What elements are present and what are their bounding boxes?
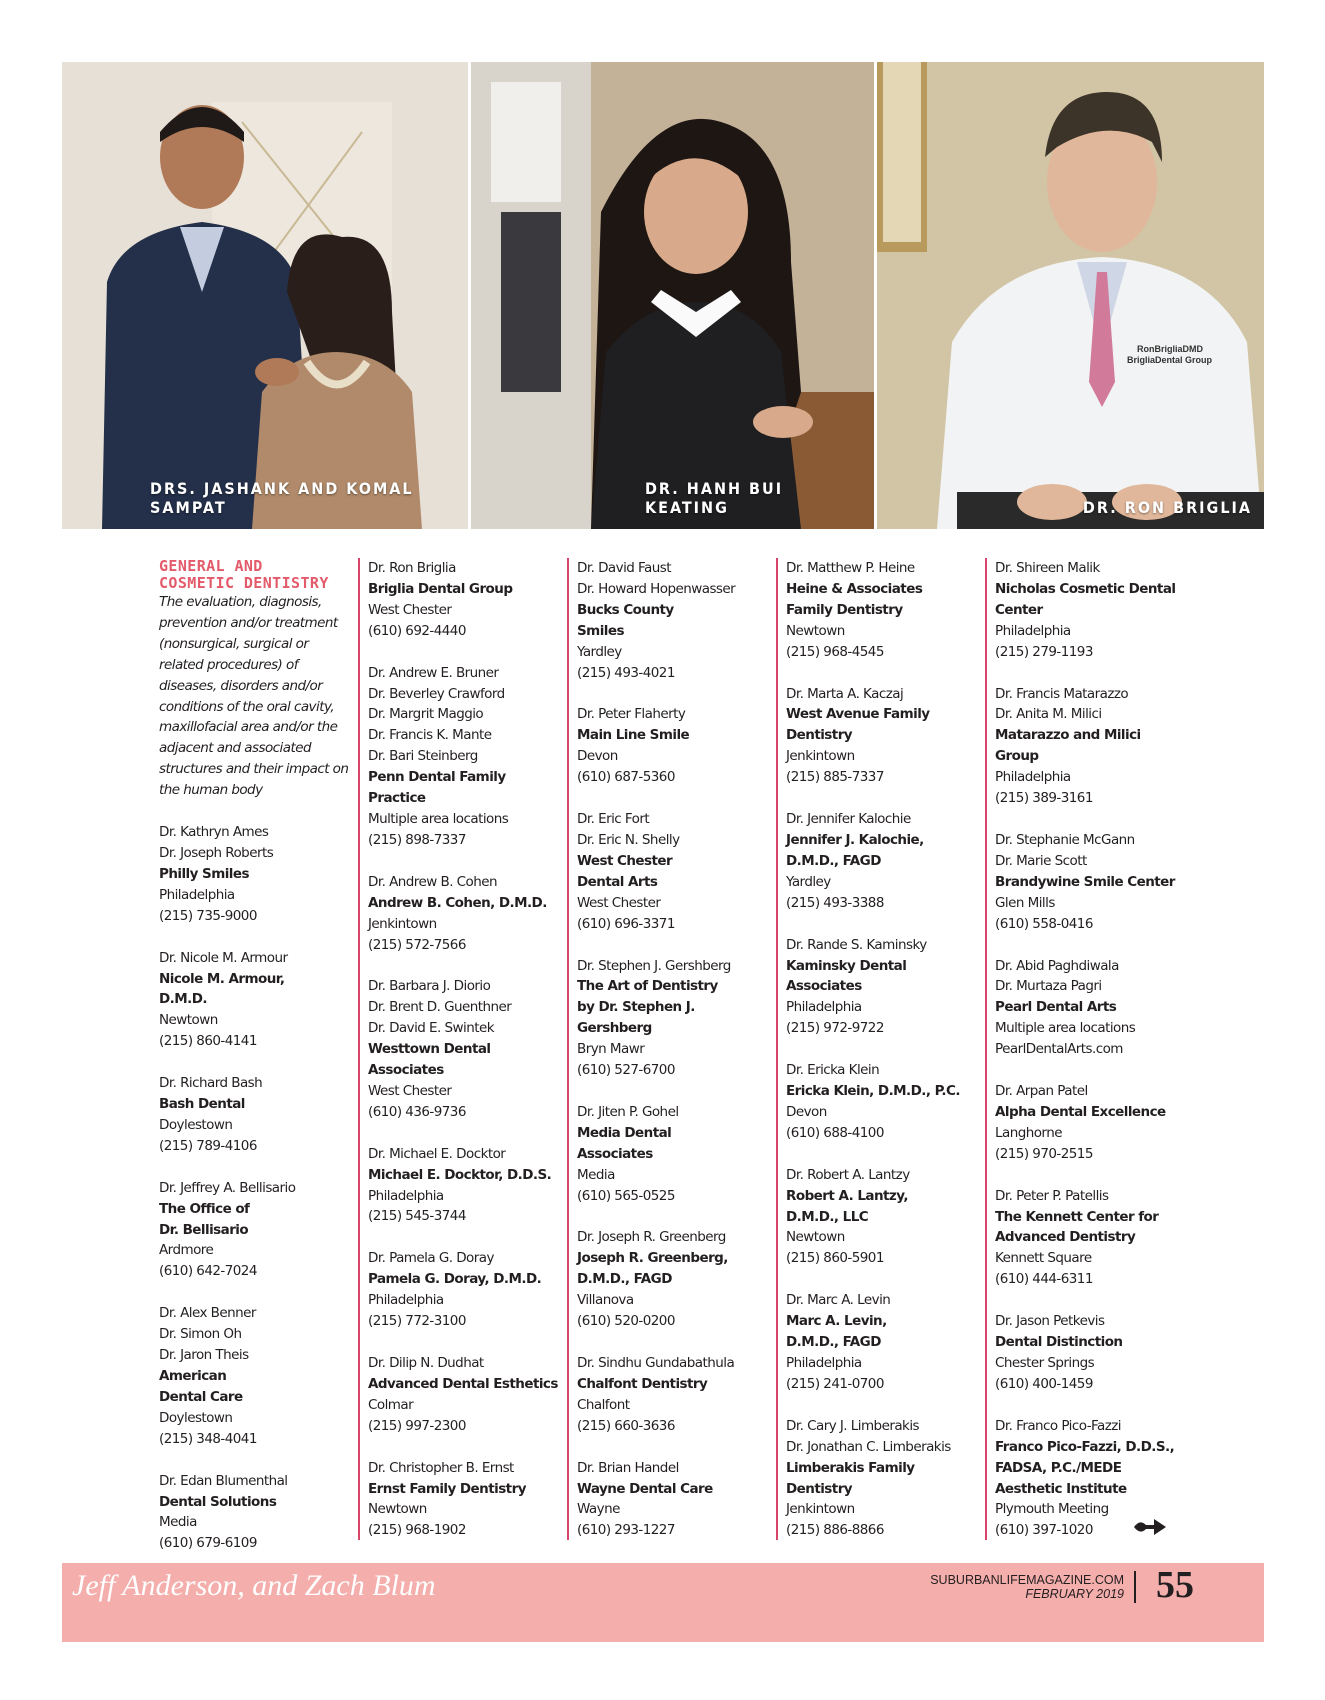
practice-location: Newtown	[368, 1501, 427, 1518]
directory-entry	[159, 1073, 354, 1157]
directory-column-2	[368, 558, 563, 1562]
page-number-divider	[1134, 1571, 1136, 1603]
practice-name: Dental Care	[159, 1388, 243, 1405]
practice-name: Main Line Smile	[577, 727, 690, 744]
directory-entry	[368, 1144, 563, 1228]
practice-name: Westtown Dental	[368, 1041, 491, 1058]
directory-entry	[159, 1178, 354, 1283]
practice-name: Associates	[577, 1145, 653, 1162]
doctor-name: Dr. Sindhu Gundabathula	[577, 1355, 735, 1371]
directory-column-4	[786, 558, 981, 1562]
practice-name: The Office of	[159, 1200, 250, 1217]
directory-entry	[577, 704, 772, 788]
doctor-name: Dr. Abid Paghdiwala	[995, 957, 1119, 974]
photo-strip	[62, 62, 1264, 529]
practice-phone: (610) 679-6109	[159, 1535, 257, 1552]
practice-name: Jennifer J. Kalochie,	[786, 831, 924, 848]
doctor-name: Dr. Cary J. Limberakis	[786, 1417, 920, 1434]
practice-name: Associates	[786, 978, 862, 995]
practice-name: Center	[995, 601, 1043, 618]
doctor-name: Dr. Marie Scott	[995, 852, 1087, 869]
directory-entry	[368, 976, 563, 1122]
doctor-name: Dr. Franco Pico-Fazzi	[995, 1417, 1121, 1434]
practice-location: West Chester	[368, 1082, 452, 1099]
practice-name: Bucks County	[577, 601, 674, 618]
doctor-name: Dr. Ron Briglia	[368, 560, 456, 576]
practice-location: Philadelphia	[368, 1292, 444, 1309]
practice-name: Ericka Klein, D.M.D., P.C.	[786, 1083, 960, 1100]
practice-name: Advanced Dental Esthetics	[368, 1375, 558, 1392]
practice-name: Philly Smiles	[159, 865, 249, 882]
doctor-name: Dr. Dilip N. Dudhat	[368, 1355, 484, 1371]
directory-entry	[786, 1416, 981, 1541]
practice-phone: (610) 520-0200	[577, 1313, 675, 1330]
directory-entry	[159, 1471, 354, 1555]
photo-briglia	[877, 62, 1264, 529]
practice-location: Plymouth Meeting	[995, 1501, 1109, 1518]
practice-phone: (215) 545-3744	[368, 1208, 466, 1225]
practice-phone: (215) 968-4545	[786, 643, 884, 660]
practice-name: Franco Pico-Fazzi, D.D.S.,	[995, 1438, 1175, 1455]
practice-name: D.M.D., LLC	[786, 1208, 869, 1225]
doctor-name: Dr. Peter Flaherty	[577, 706, 686, 723]
practice-name: Pamela G. Doray, D.M.D.	[368, 1271, 542, 1288]
directory-entry	[368, 872, 563, 956]
doctor-name: Dr. Nicole M. Armour	[159, 949, 288, 966]
practice-phone: (610) 400-1459	[995, 1375, 1093, 1392]
practice-location: Chester Springs	[995, 1355, 1095, 1371]
doctor-name: Dr. Robert A. Lantzy	[786, 1166, 910, 1183]
practice-name: Media Dental	[577, 1124, 672, 1141]
doctor-name: Dr. Barbara J. Diorio	[368, 978, 491, 995]
practice-location: Yardley	[577, 643, 622, 660]
practice-phone: (215) 660-3636	[577, 1417, 675, 1434]
practice-phone: (215) 572-7566	[368, 936, 466, 953]
practice-name: Nicole M. Armour,	[159, 970, 285, 987]
doctor-name: Dr. Arpan Patel	[995, 1083, 1088, 1100]
section-description: The evaluation, diagnosis, prevention and/or treatment (nonsurgical, surgical or related procedures) of diseases, disorders and/or conditions of the oral cavity, maxillofacial area and/or the adjacent and associated structures and their impact on the human body	[159, 594, 349, 799]
practice-name: Nicholas Cosmetic Dental	[995, 580, 1176, 597]
practice-phone: (215) 493-4021	[577, 664, 675, 681]
directory-entry	[995, 684, 1190, 809]
directory-entry	[995, 1081, 1190, 1165]
practice-phone: (215) 898-7337	[368, 831, 466, 848]
directory-entry	[159, 822, 354, 927]
practice-name: Alpha Dental Excellence	[995, 1103, 1166, 1120]
doctor-name: Dr. Jason Petkevis	[995, 1313, 1105, 1330]
photo-credit: Jeff Anderson, and Zach Blum	[72, 1569, 436, 1602]
practice-name: Marc A. Levin,	[786, 1313, 887, 1330]
doctor-name: Dr. Peter P. Patellis	[995, 1187, 1109, 1204]
doctor-name: Dr. Richard Bash	[159, 1075, 263, 1092]
practice-name: FADSA, P.C./MEDE	[995, 1459, 1122, 1476]
doctor-name: Dr. Francis K. Mante	[368, 727, 492, 744]
practice-name: American	[159, 1368, 227, 1384]
practice-phone: PearlDentalArts.com	[995, 1041, 1123, 1058]
coat-embroidery-group: BrigliaDental Group	[1126, 355, 1212, 365]
practice-name: Robert A. Lantzy,	[786, 1187, 908, 1204]
practice-name: Wayne Dental Care	[577, 1480, 713, 1497]
doctor-name: Dr. Eric N. Shelly	[577, 831, 680, 848]
photo-sampat-illustration	[62, 62, 468, 529]
practice-location: Devon	[577, 748, 618, 765]
directory-entry	[368, 1353, 563, 1437]
doctor-name: Dr. Jaron Theis	[159, 1347, 249, 1364]
practice-name: Smiles	[577, 622, 624, 639]
practice-location: Philadelphia	[786, 999, 862, 1016]
doctor-name: Dr. David E. Swintek	[368, 1020, 495, 1037]
footer-site-info	[930, 1573, 1124, 1601]
practice-name: Kaminsky Dental	[786, 957, 907, 974]
photo-caption-sampat: DRS. JASHANK AND KOMAL SAMPAT	[150, 479, 414, 517]
doctor-name: Dr. Brent D. Guenthner	[368, 999, 512, 1016]
directory-entry	[995, 956, 1190, 1061]
practice-phone: (215) 970-2515	[995, 1145, 1093, 1162]
practice-name: Andrew B. Cohen, D.M.D.	[368, 894, 547, 911]
doctor-name: Dr. Jennifer Kalochie	[786, 811, 911, 828]
doctor-name: Dr. David Faust	[577, 560, 671, 576]
practice-phone: (610) 558-0416	[995, 915, 1093, 932]
practice-name: Joseph R. Greenberg,	[577, 1250, 728, 1267]
practice-phone: (215) 348-4041	[159, 1430, 257, 1447]
doctor-name: Dr. Murtaza Pagri	[995, 978, 1102, 995]
practice-name: Briglia Dental Group	[368, 580, 513, 597]
arrow-right-icon	[1132, 1517, 1168, 1537]
practice-name: Associates	[368, 1062, 444, 1079]
practice-phone: (215) 886-8866	[786, 1522, 884, 1539]
practice-name: Limberakis Family	[786, 1459, 915, 1476]
practice-name: The Art of Dentistry	[577, 978, 718, 995]
practice-name: D.M.D., FAGD	[577, 1271, 672, 1288]
practice-location: Philadelphia	[159, 886, 235, 903]
directory-entry	[786, 684, 981, 789]
practice-name: Advanced Dentistry	[995, 1229, 1136, 1246]
practice-phone: (215) 968-1902	[368, 1522, 466, 1539]
directory-entry	[786, 1165, 981, 1270]
practice-location: Villanova	[577, 1292, 634, 1309]
practice-location: West Chester	[577, 894, 661, 911]
directory-entry	[995, 1311, 1190, 1395]
practice-location: Newtown	[159, 1012, 218, 1029]
section-title-line2: COSMETIC DENTISTRY	[159, 574, 329, 592]
practice-location: Yardley	[786, 873, 831, 890]
practice-location: Newtown	[786, 622, 845, 639]
practice-name: West Chester	[577, 852, 673, 869]
doctor-name: Dr. Francis Matarazzo	[995, 685, 1129, 702]
practice-name: Brandywine Smile Center	[995, 873, 1175, 890]
practice-phone: (215) 772-3100	[368, 1313, 466, 1330]
page-number: 55	[1156, 1564, 1194, 1606]
directory-entry	[577, 1353, 772, 1437]
directory-column-3	[577, 558, 772, 1562]
directory-entry	[786, 809, 981, 914]
practice-name: Dr. Bellisario	[159, 1221, 249, 1238]
practice-phone: (215) 735-9000	[159, 907, 257, 924]
practice-name: Dental Solutions	[159, 1493, 277, 1510]
practice-phone: (215) 885-7337	[786, 769, 884, 786]
practice-name: Matarazzo and Milici	[995, 727, 1141, 744]
doctor-name: Dr. Beverley Crawford	[368, 685, 505, 702]
doctor-name: Dr. Pamela G. Doray	[368, 1250, 494, 1267]
practice-name: Ernst Family Dentistry	[368, 1480, 526, 1497]
directory-entry	[368, 1458, 563, 1542]
section-description-block	[159, 592, 354, 801]
doctor-name: Dr. Stephen J. Gershberg	[577, 957, 731, 974]
practice-name: Heine & Associates	[786, 580, 923, 597]
directory-entry	[577, 956, 772, 1081]
doctor-name: Dr. Shireen Malik	[995, 560, 1100, 576]
doctor-name: Dr. Ericka Klein	[786, 1062, 880, 1079]
directory-entry	[159, 948, 354, 1053]
practice-name: Dental Arts	[577, 873, 658, 890]
practice-name: Michael E. Docktor, D.D.S.	[368, 1166, 552, 1183]
practice-location: Philadelphia	[995, 769, 1071, 786]
practice-location: West Chester	[368, 601, 452, 618]
doctor-name: Dr. Christopher B. Ernst	[368, 1459, 514, 1476]
directory-entry	[995, 830, 1190, 935]
directory-entry	[995, 558, 1190, 663]
practice-name: Pearl Dental Arts	[995, 999, 1117, 1016]
practice-location: Jenkintown	[368, 915, 437, 932]
practice-phone: (215) 279-1193	[995, 643, 1093, 660]
practice-phone: (215) 972-9722	[786, 1020, 884, 1037]
issue-date: FEBRUARY 2019	[1025, 1587, 1124, 1601]
photo-keating	[471, 62, 874, 529]
directory-entry	[368, 558, 563, 642]
practice-name: Chalfont Dentistry	[577, 1375, 708, 1392]
practice-location: Media	[159, 1514, 197, 1531]
practice-location: Multiple area locations	[368, 810, 509, 827]
photo-sampat	[62, 62, 468, 529]
practice-name: Penn Dental Family	[368, 769, 506, 786]
practice-phone: (610) 293-1227	[577, 1522, 675, 1539]
practice-location: Langhorne	[995, 1124, 1062, 1141]
practice-phone: (610) 527-6700	[577, 1062, 675, 1079]
practice-name: Group	[995, 748, 1039, 765]
coat-embroidery-name: RonBrigliaDMD	[1136, 344, 1203, 354]
doctor-name: Dr. Marta A. Kaczaj	[786, 685, 904, 702]
practice-phone: (215) 860-4141	[159, 1033, 257, 1050]
doctor-name: Dr. Simon Oh	[159, 1326, 242, 1343]
practice-name: West Avenue Family	[786, 706, 930, 723]
doctor-name: Dr. Jiten P. Gohel	[577, 1103, 679, 1120]
directory-entry	[577, 809, 772, 934]
practice-name: Dentistry	[786, 1480, 853, 1497]
doctor-name: Dr. Joseph Roberts	[159, 844, 274, 861]
practice-name: D.M.D.	[159, 991, 207, 1008]
practice-phone: (215) 860-5901	[786, 1250, 884, 1267]
practice-location: Ardmore	[159, 1242, 214, 1259]
practice-name: Dental Distinction	[995, 1334, 1123, 1351]
practice-location: Chalfont	[577, 1396, 630, 1413]
practice-location: Philadelphia	[786, 1355, 862, 1371]
directory-entry	[577, 1458, 772, 1542]
doctor-name: Dr. Brian Handel	[577, 1459, 679, 1476]
doctor-name: Dr. Joseph R. Greenberg	[577, 1229, 726, 1246]
directory-entry	[577, 1102, 772, 1207]
directory-entry	[786, 1060, 981, 1144]
practice-name: D.M.D., FAGD	[786, 852, 881, 869]
practice-location: Jenkintown	[786, 1501, 855, 1518]
doctor-name: Dr. Margrit Maggio	[368, 706, 484, 723]
practice-name: Gershberg	[577, 1020, 652, 1037]
doctor-name: Dr. Matthew P. Heine	[786, 560, 915, 576]
practice-phone: (215) 789-4106	[159, 1137, 257, 1154]
doctor-name: Dr. Eric Fort	[577, 811, 650, 828]
practice-name: The Kennett Center for	[995, 1208, 1159, 1225]
directory-entry	[577, 558, 772, 683]
practice-location: Philadelphia	[995, 622, 1071, 639]
practice-phone: (610) 642-7024	[159, 1263, 257, 1280]
practice-phone: (610) 696-3371	[577, 915, 675, 932]
doctor-name: Dr. Anita M. Milici	[995, 706, 1102, 723]
practice-location: Colmar	[368, 1396, 414, 1413]
section-title-line1: GENERAL AND	[159, 557, 263, 575]
doctor-name: Dr. Michael E. Docktor	[368, 1145, 506, 1162]
photo-caption-keating: DR. HANH BUI KEATING	[644, 479, 784, 517]
doctor-name: Dr. Bari Steinberg	[368, 748, 478, 765]
directory-entry	[368, 663, 563, 851]
directory-entry	[786, 558, 981, 663]
practice-phone: (215) 389-3161	[995, 790, 1093, 807]
practice-location: Multiple area locations	[995, 1020, 1136, 1037]
practice-name: Practice	[368, 790, 426, 807]
practice-location: Newtown	[786, 1229, 845, 1246]
practice-name: Bash Dental	[159, 1096, 245, 1113]
practice-name: Family Dentistry	[786, 601, 903, 618]
practice-location: Glen Mills	[995, 894, 1055, 911]
practice-phone: (610) 444-6311	[995, 1271, 1093, 1288]
directory-entry	[995, 1186, 1190, 1291]
practice-phone: (215) 241-0700	[786, 1375, 884, 1392]
doctor-name: Dr. Howard Hopenwasser	[577, 580, 736, 597]
page-footer	[62, 1563, 1264, 1642]
practice-phone: (610) 692-4440	[368, 622, 466, 639]
directory-entry	[159, 1303, 354, 1449]
practice-location: Doylestown	[159, 1409, 233, 1426]
photo-caption-briglia: DR. RON BRIGLIA	[1082, 498, 1252, 517]
practice-name: by Dr. Stephen J.	[577, 999, 695, 1016]
doctor-name: Dr. Andrew B. Cohen	[368, 873, 498, 890]
directory-column-1	[159, 558, 354, 1575]
photo-keating-illustration	[471, 62, 874, 529]
practice-location: Kennett Square	[995, 1250, 1092, 1267]
practice-phone: (610) 687-5360	[577, 769, 675, 786]
photo-briglia-illustration	[877, 62, 1264, 529]
practice-phone: (610) 397-1020	[995, 1522, 1093, 1539]
practice-name: D.M.D., FAGD	[786, 1334, 881, 1351]
practice-location: Doylestown	[159, 1116, 233, 1133]
directory-column-5	[995, 558, 1190, 1562]
practice-phone: (215) 493-3388	[786, 894, 884, 911]
doctor-name: Dr. Kathryn Ames	[159, 824, 269, 841]
practice-location: Jenkintown	[786, 748, 855, 765]
doctor-name: Dr. Edan Blumenthal	[159, 1472, 288, 1489]
directory-entry	[786, 1290, 981, 1395]
directory-entry	[786, 935, 981, 1040]
practice-name: Dentistry	[786, 727, 853, 744]
doctor-name: Dr. Rande S. Kaminsky	[786, 936, 927, 953]
practice-phone: (610) 436-9736	[368, 1103, 466, 1120]
doctor-name: Dr. Stephanie McGann	[995, 831, 1135, 848]
practice-name: Aesthetic Institute	[995, 1480, 1127, 1497]
practice-phone: (215) 997-2300	[368, 1417, 466, 1434]
practice-location: Devon	[786, 1103, 827, 1120]
doctor-name: Dr. Andrew E. Bruner	[368, 664, 499, 681]
doctor-name: Dr. Jeffrey A. Bellisario	[159, 1179, 296, 1196]
practice-phone: (610) 565-0525	[577, 1187, 675, 1204]
doctor-name: Dr. Alex Benner	[159, 1305, 256, 1322]
site-url[interactable]: SUBURBANLIFEMAGAZINE.COM	[930, 1573, 1124, 1587]
directory-entry	[577, 1227, 772, 1332]
practice-location: Philadelphia	[368, 1187, 444, 1204]
practice-location: Wayne	[577, 1501, 620, 1518]
practice-location: Bryn Mawr	[577, 1041, 645, 1058]
directory-entry	[368, 1248, 563, 1332]
doctor-name: Dr. Marc A. Levin	[786, 1292, 891, 1309]
doctor-name: Dr. Jonathan C. Limberakis	[786, 1438, 951, 1455]
practice-location: Media	[577, 1166, 615, 1183]
practice-phone: (610) 688-4100	[786, 1124, 884, 1141]
